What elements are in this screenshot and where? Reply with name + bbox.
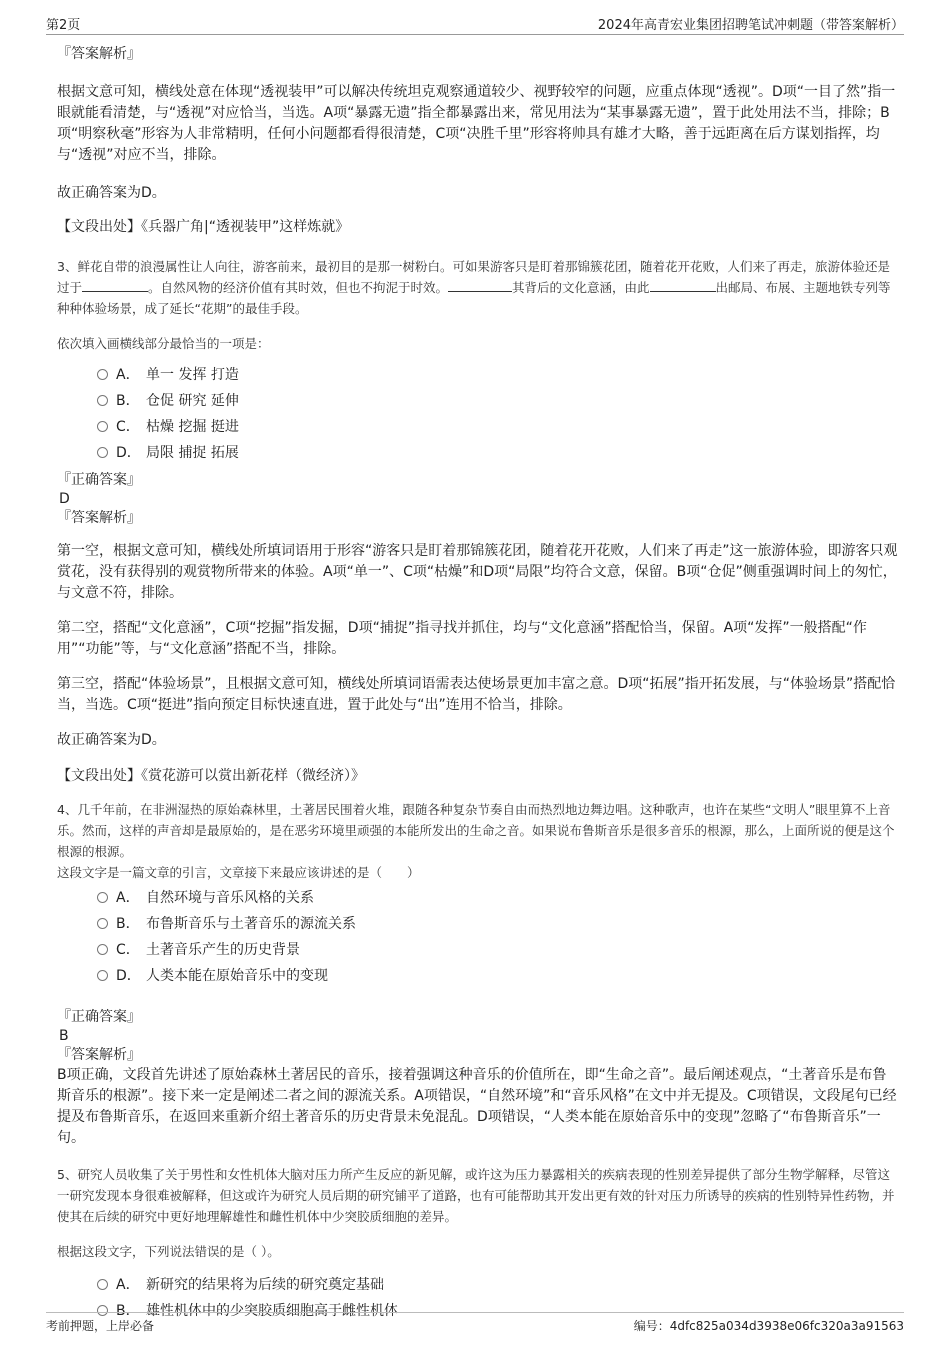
q4-instruction: 这段文字是一篇文章的引言，文章接下来最应该讲述的是（ ）: [57, 865, 420, 880]
q3-option-a[interactable]: A． 单一 发挥 打造: [97, 362, 898, 388]
q4-option-d[interactable]: D． 人类本能在原始音乐中的变现: [97, 963, 898, 989]
radio-icon[interactable]: [97, 421, 108, 432]
blank-2: [448, 277, 512, 292]
radio-icon[interactable]: [97, 395, 108, 406]
q3-analysis-2: 第二空，搭配“文化意涵”，C项“挖掘”指发掘，D项“捕捉”指寻找并抓住，均与“文化意涵”搭配恰当，保留。A项“发挥”一般搭配“作用”“功能”等，与“文化意涵”搭配不当，排除。: [57, 620, 867, 657]
radio-icon[interactable]: [97, 1279, 108, 1290]
q5-option-b[interactable]: B． 雄性机体中的少突胶质细胞高于雌性机体: [97, 1298, 898, 1324]
q4-option-a[interactable]: A． 自然环境与音乐风格的关系: [97, 885, 898, 911]
q2-analysis: 根据文意可知，横线处意在体现“透视装甲”可以解决传统坦克观察通道较少、视野较窄的问题，应重点体现“透视”。D项“一目了然”指一眼就能看清楚，与“透视”对应恰当，当选。A项“暴露无遗”指全都暴露出来，常见用法为“某事暴露无遗”，置于此处用法不当，排除；B项“明察秋毫”形容为人非常精明，任何小问题都看得很清楚，C项“决胜千里”形容将帅具有雄才大略，善于远距离在后方谋划指挥，均与“透视”对应不当，排除。: [57, 84, 896, 163]
q3-analysis-3: 第三空，搭配“体验场景”，且根据文意可知，横线处所填词语需表达使场景更加丰富之意。D项“拓展”指开拓发展，与“体验场景”搭配恰当，当选。C项“挺进”指向预定目标快速直进，置于此处与“出”连用不恰当，排除。: [57, 676, 896, 713]
correct-answer-label: 『正确答案』: [57, 472, 141, 488]
radio-icon[interactable]: [97, 447, 108, 458]
page-number: 第2页: [46, 18, 81, 33]
q4-stem: 4、几千年前，在非洲湿热的原始森林里，土著居民围着火堆，跟随各种复杂节奏自由而热烈地边舞边唱。这种歌声，也许在某些“文明人”眼里算不上音乐。然而，这样的声音却是最原始的，是在恶劣环境里顽强的本能所发出的生命之音。如果说布鲁斯音乐是很多音乐的根源，那么，上面所说的便是这个根源的根源。: [57, 802, 895, 859]
radio-icon[interactable]: [97, 970, 108, 981]
document-code: 编号：4dfc825a034d3938e06fc320a3a91563: [633, 1319, 904, 1333]
footer-slogan: 考前押题，上岸必备: [46, 1319, 155, 1333]
q2-conclusion: 故正确答案为D。: [57, 185, 166, 201]
q3-analysis-1: 第一空，根据文意可知，横线处所填词语用于形容“游客只是盯着那锦簇花团，随着花开花败，人们来了再走”这一旅游体验，即游客只观赏花，没有获得别的观赏物所带来的体验。A项“单一”、C项“枯燥”和D项“局限”均符合文意，保留。B项“仓促”侧重强调时间上的匆忙，与文意不符，排除。: [57, 543, 898, 601]
q3-source: 【文段出处】《赏花游可以赏出新花样（微经济）》: [57, 768, 365, 784]
q4-option-b[interactable]: B． 布鲁斯音乐与土著音乐的源流关系: [97, 911, 898, 937]
q5-option-a[interactable]: A． 新研究的结果将为后续的研究奠定基础: [97, 1272, 898, 1298]
radio-icon[interactable]: [97, 944, 108, 955]
q3-answer: D: [59, 491, 70, 507]
blank-3: [650, 277, 716, 292]
q5-instruction: 根据这段文字，下列说法错误的是（ ）。: [57, 1244, 280, 1259]
q4-option-c[interactable]: C． 土著音乐产生的历史背景: [97, 937, 898, 963]
q4-answer: B: [59, 1028, 69, 1044]
q3-instruction: 依次填入画横线部分最恰当的一项是：: [57, 336, 270, 351]
q4-options: [97, 885, 898, 989]
page-header: [46, 12, 904, 35]
q5-stem: 5、研究人员收集了关于男性和女性机体大脑对压力所产生反应的新见解，或许这为压力暴露相关的疾病表现的性别差异提供了部分生物学解释，尽管这一研究发现本身很难被解释，但这或许为研究人员后期的研究铺平了道路，也有可能帮助其开发出更有效的针对压力所诱导的疾病的性别特异性药物，并使其在后续的研究中更好地理解雄性和雌性机体中少突胶质细胞的差异。: [57, 1167, 895, 1224]
q3-options: [97, 362, 898, 466]
analysis-label: 『答案解析』: [57, 46, 141, 62]
analysis-label: 『答案解析』: [57, 510, 141, 526]
q3-option-b[interactable]: B． 仓促 研究 延伸: [97, 388, 898, 414]
radio-icon[interactable]: [97, 918, 108, 929]
radio-icon[interactable]: [97, 892, 108, 903]
q3-conclusion: 故正确答案为D。: [57, 732, 166, 748]
correct-answer-label: 『正确答案』: [57, 1009, 141, 1025]
q3-stem: 3、鲜花自带的浪漫属性让人向往，游客前来，最初目的是那一树粉白。可如果游客只是盯着那锦簇花团，随着花开花败，人们来了再走，旅游体验还是过于 。自然风物的经济价值有其时效，但也不拘泥于时效。 其背后的文化意涵，由此 出邮局、布展、主题地铁专列等种种体验场景，成了延长“花期”的最佳手段。: [57, 259, 891, 316]
document-title: 2024年高青宏业集团招聘笔试冲刺题（带答案解析）: [597, 18, 904, 33]
main-content: [57, 44, 898, 1324]
blank-1: [82, 277, 148, 292]
analysis-label: 『答案解析』: [57, 1047, 141, 1063]
q3-option-c[interactable]: C． 枯燥 挖掘 挺进: [97, 414, 898, 440]
radio-icon[interactable]: [97, 369, 108, 380]
page-footer: [46, 1312, 904, 1335]
q3-option-d[interactable]: D． 局限 捕捉 拓展: [97, 440, 898, 466]
q2-source: 【文段出处】《兵器广角|“透视装甲”这样炼就》: [57, 219, 350, 235]
q4-analysis: B项正确，文段首先讲述了原始森林土著居民的音乐，接着强调这种音乐的价值所在，即“生命之音”。最后阐述观点，“土著音乐是布鲁斯音乐的根源”。接下来一定是阐述二者之间的源流关系。A项错误，“自然环境”和“音乐风格”在文中并无提及。C项错误，文段尾句已经提及布鲁斯音乐，在返回来重新介绍土著音乐的历史背景未免混乱。D项错误，“人类本能在原始音乐中的变现”忽略了“布鲁斯音乐”一句。: [57, 1067, 897, 1146]
